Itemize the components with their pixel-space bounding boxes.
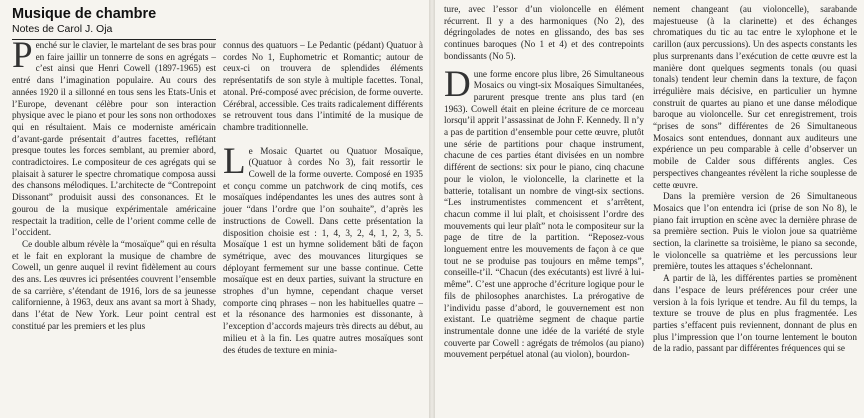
title-block <box>12 6 216 40</box>
paragraph <box>223 140 424 357</box>
paragraph-gap <box>223 134 423 146</box>
paragraph <box>444 63 644 362</box>
text-column-4 <box>653 4 857 355</box>
paragraph: Ce double album révèle la “mosaïque” qui en résulta et le fait en explorant la musique de chambre de Cowell, un genre auquel il revint fidèlement au cours des ans. Les œuvres ici présentées couvrent l’ensemble de sa carrière, s’étendant de 1916, lors de sa jeunesse californienne, à 1963, deux ans avant sa mort à Shady, dans l’état de New York. Leur point central est constitué par les premiers et les plus <box>12 238 216 331</box>
drop-cap: D <box>444 63 471 105</box>
paragraph-text: une forme encore plus libre, 26 Simultaneous Mosaics ou vingt-six Mosaïques Simultanées, parurent presque trente ans plus tard (en 1963). Cowell était en pleine écriture de ce morceau lorsqu’il apprit l’assassinat de John F. Kennedy. Il n’y a pas de partition d’ensemble pour cette œuvre, plutôt une série de partitions pour chaque instrument, chacune de ces parties étant divisées en un nombre différent de sections: six pour le piano, cinq chacune pour le violon, le violoncelle, la clarinette et la batterie, totalisant un nombre de vingt-six sections. “Les instrumentistes commencent et s’arrêtent, chacun comme il lui plaît, et choisissent l’ordre des mouvements qui leur plaît” nota le compositeur sur la page de titre de la partition. “Reposez-vous longuement entre les mouvements de façon à ce que tout ne se produise pas toujours en même temps”, conseille-t’il. “Chacun (des exécutants) est livré à lui-même”. C’est une approche d’écriture logique pour le fils de philosophes anarchistes. La prérogative de l’individu passe d’abord, le gouvernement est non existant. Le quatrième segment de chaque partie instrumentale donne une idée de la variété de style couverte par Cowell : agrégats de trémolos (au piano) mouvement perpétuel atonal (au violon), bourdon- <box>444 68 644 360</box>
paragraph-text: enché sur le clavier, le martelant de ses bras pour en faire jaillir un tonnerre de sons en agrégats – c’est ainsi que Henri Cowell (1897-1965) est entré dans l’imagination populaire. Au cours des années 1920 il a sillonné en tous sens les Etats-Unis et l’Europe, devenant célèbre pour son interaction physique avec le piano et pour les sons non orthodoxes qui en résultaient. Mais ce moderniste américain d’avant-garde présentait d’autres facettes, reflétant presque toutes les forces semblant, au premier abord, contradictoires. Le compositeur de ces agrégats qui se plaisait à saturer le spectre chromatique composa aussi des chansons mélodiques. L’architecte de “Contrepoint Dissonant” produisit aussi des consonances. Et le gourou de la musique expérimentale américaine respectait la tradition, celle de l’orient comme celle de l’occident. <box>12 40 216 238</box>
page-subtitle: Notes de Carol J. Oja <box>12 23 113 35</box>
paragraph: nement changeant (au violoncelle), sarabande majestueuse (à la clarinette) et des échanges chromatiques du tic au tac entre le xylophone et le carillon (aux percussions). Un des aspects constants les plus surprenants dans l’exécution de cette œuvre est la manière dont quelques segments tonals (ou quasi tonals) tendent leur chemin dans la texture, de façon irrégulière mais décisive, en particulier un hymne construit de quartes au piano et une danse mélodique baroque au violoncelle. Sur cet enregistrement, trois “prises de sons” différentes de 26 Simultaneous Mosaics sont entendues, donnant aux auditeurs une expérience un peu comparable à celle d’observer un mobile de Calder sous différents angles. Ces perspectives changeantes révèlent la riche souplesse de cette œuvre. <box>653 4 857 190</box>
drop-cap: P <box>12 35 33 76</box>
left-page <box>0 0 429 418</box>
text-column-2 <box>223 40 423 356</box>
paragraph: A partir de là, les différentes parties se promènent dans l’espace de leurs préférences pour créer une version à la fois lyrique et tendre. Au fil du temps, la texture se trouve de plus en plus fragmentée. Les parties s’effacent puis reviennent, donnant de plus en plus l’impression que l’on tourne lentement le bouton de la radio, passant par différentes fréquences qui se <box>653 273 857 354</box>
page-title: Musique de chambre <box>12 6 157 22</box>
paragraph: connus des quatuors – Le Pedantic (pédant) Quatuor à cordes No 1, Euphometric et Romantic; autour de ceux-ci on trouvera de splendides éléments représentatifs de son style à multiple facettes. Tonal, atonal. Pré-composé avec précision, de forme ouverte. Cérébral, accessible. Ces traits radicalement différents se retrouvent tous dans l’intimité de la musique de chambre traditionnelle. <box>223 40 423 132</box>
right-page <box>435 0 864 418</box>
paragraph: Dans la première version de 26 Simultaneous Mosaics que l’on entendra ici (prise de son No 8), le piano fait irruption en scène avec la dernière phrase de sa première section. Puis le violon joue sa quatrième section, la clarinette sa troisième, le piano sa seconde, le violoncelle sa quatrième et les percussions leur première, toutes les attaques s’échelonnant. <box>653 191 857 272</box>
paragraph-text: e Mosaic Quartet ou Quatuor Mosaïque, (Quatuor à cordes No 3), fait ressortir le Cowell de la forme ouverte. Composé en 1935 et conçu comme un patchwork de cinq motifs, ces mosaïques indépendantes les unes des autres sont à jouer “dans l’ordre que l’on souhaite”, d’après les instructions de Cowell. Dans cette présentation la disposition choisie est : 1, 4, 3, 2, 4, 1, 2, 3, 5. Mosaïque 1 est un hymne solidement bâti de façon symétrique, avec des mouvances liturgiques se déployant fermement sur une basse continue. Cette mosaïque est en deux parties, suivant la structure en strophes d’un hymne, cependant chaque verset comporte cinq phrases – non les habituelles quatre – et la résonance des harmonies est dissonante, à l’exception d’accords majeurs très directs au début, au milieu et à la fin. Les quatre autres mosaïques sont des études de texture en minia- <box>223 145 424 355</box>
text-column-1 <box>12 35 216 333</box>
text-column-3 <box>444 4 644 361</box>
paragraph <box>12 35 216 239</box>
drop-cap: L <box>223 140 246 182</box>
paragraph: ture, avec l’essor d’un violoncelle en élément récurrent. Il y a des harmoniques (No 2), des dégringolades de notes en glissando, des bas ses continues baroques (No 1 et 4) et des contrepoints bondissants (No 5). <box>444 4 644 61</box>
